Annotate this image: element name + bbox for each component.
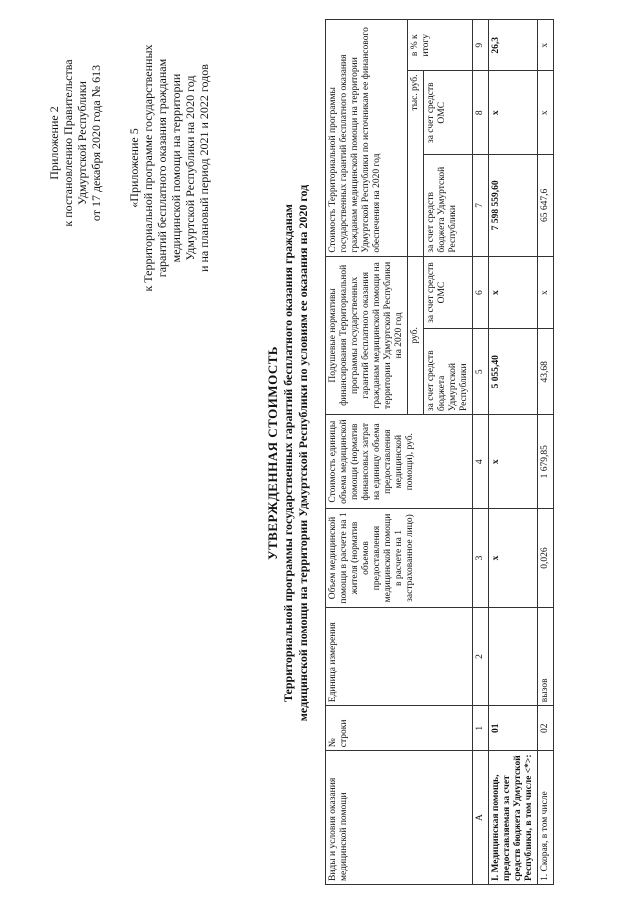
row-cost-budget: 65 647,6 [538,154,554,256]
header-unit-cost: Стоимость единицы объема медицинской помощи (норматив финансовых затрат на единицу объема предоставления медицинской помощи), руб. [326,414,473,508]
appendix-5-line: гарантий бесплатного оказания гражданам [155,58,169,277]
header-cost-oms: за счет средств ОМС [424,70,473,153]
numbering-cell: 6 [473,256,489,329]
rotated-page [25,13,615,893]
table-row [489,19,538,884]
row-pct: 26,3 [489,19,538,70]
header-program-cost: Стоимость Территориальной программы государственных гарантий бесплатного оказания гражданам медицинской помощи на территории Удмуртской Республики по источникам ее финансового обеспечения на 2020 год [326,19,408,256]
appendix-5-line: к Территориальной программе государственных [141,43,155,292]
row-number: 02 [538,705,554,750]
row-pct: x [538,19,554,70]
row-number: 01 [489,705,538,750]
appendix-2-line: Приложение 2 [47,105,61,180]
appendix-2-line: от 17 декабря 2020 года № 613 [89,64,103,221]
numbering-cell: 7 [473,154,489,256]
header-thous-rub: тыс. руб. [408,70,424,255]
header-volume: Объем медицинской помощи в расчете на 1 жителя (норматив объемов предоставления медицинской помощи в расчете на 1 застрахованное лицо) [326,508,473,606]
row-unit-cost: x [489,414,538,508]
row-volume: x [489,508,538,606]
row-name: 1. Скорая, в том числе [538,750,554,884]
row-unit: вызов [538,607,554,705]
document-title [265,13,311,893]
appendix-5-line: и на плановый период 2021 и 2022 годов [197,63,211,272]
table-row [538,19,554,884]
row-unit [489,607,538,705]
numbering-cell: А [473,750,489,884]
row-pc-budget: 43,68 [538,328,554,414]
numbering-cell: 1 [473,705,489,750]
numbering-row [473,19,489,884]
header-row-number: № строки [326,705,473,750]
title-subtitle-2: медицинской помощи на территории Удмуртской Республики по условиям ее оказания на 2020 год [296,184,310,721]
row-cost-budget: 7 598 559,60 [489,154,538,256]
numbering-cell: 4 [473,414,489,508]
header-type-conditions: Виды и условия оказания медицинской помощи [326,750,473,884]
header-row [326,19,408,884]
appendix-5-line: Удмуртской Республики на 2020 год [183,74,197,261]
appendix-5-line: медицинской помощи на территории [169,73,183,262]
numbering-cell: 3 [473,508,489,606]
appendix-2-block [47,13,103,273]
row-pc-oms: x [489,256,538,329]
row-pc-oms: x [538,256,554,329]
row-pc-budget: 5 055,40 [489,328,538,414]
row-name: I. Медицинская помощь, предоставляемая за счет средств бюджета Удмуртской Республики, в том числе <*>: [489,750,538,884]
numbering-cell: 2 [473,607,489,705]
header-cost-budget: за счет средств бюджета Удмуртской Республики [424,154,473,256]
numbering-cell: 8 [473,70,489,153]
row-unit-cost: 1 679,85 [538,414,554,508]
appendix-5-line: «Приложение 5 [127,127,141,208]
cost-table [325,19,554,885]
row-cost-oms: x [538,70,554,153]
header-per-capita: Подушевые нормативы финансирования Территориальной программы государственных гарантий бесплатного оказания гражданам медицинской помощи на территории Удмуртской Республики на 2020 год [326,256,408,414]
title-subtitle-1: Территориальной программы государственных гарантий бесплатного оказания гражданам [281,203,295,702]
appendix-2-line: к постановлению Правительства [61,58,75,227]
header-pc-oms: за счет средств ОМС [424,256,473,329]
numbering-cell: 5 [473,328,489,414]
header-rub: руб. [408,256,424,414]
row-cost-oms: x [489,70,538,153]
header-unit: Единица измерения [326,607,473,705]
title-main: УТВЕРЖДЕННАЯ СТОИМОСТЬ [265,345,280,560]
numbering-cell: 9 [473,19,489,70]
header-pc-budget: за счет средств бюджета Удмуртской Республики [424,328,473,414]
appendix-5-block [127,13,211,323]
header-pct-total: в % к итогу [408,19,473,70]
row-volume: 0,026 [538,508,554,606]
appendix-2-line: Удмуртской Республики [75,80,89,205]
